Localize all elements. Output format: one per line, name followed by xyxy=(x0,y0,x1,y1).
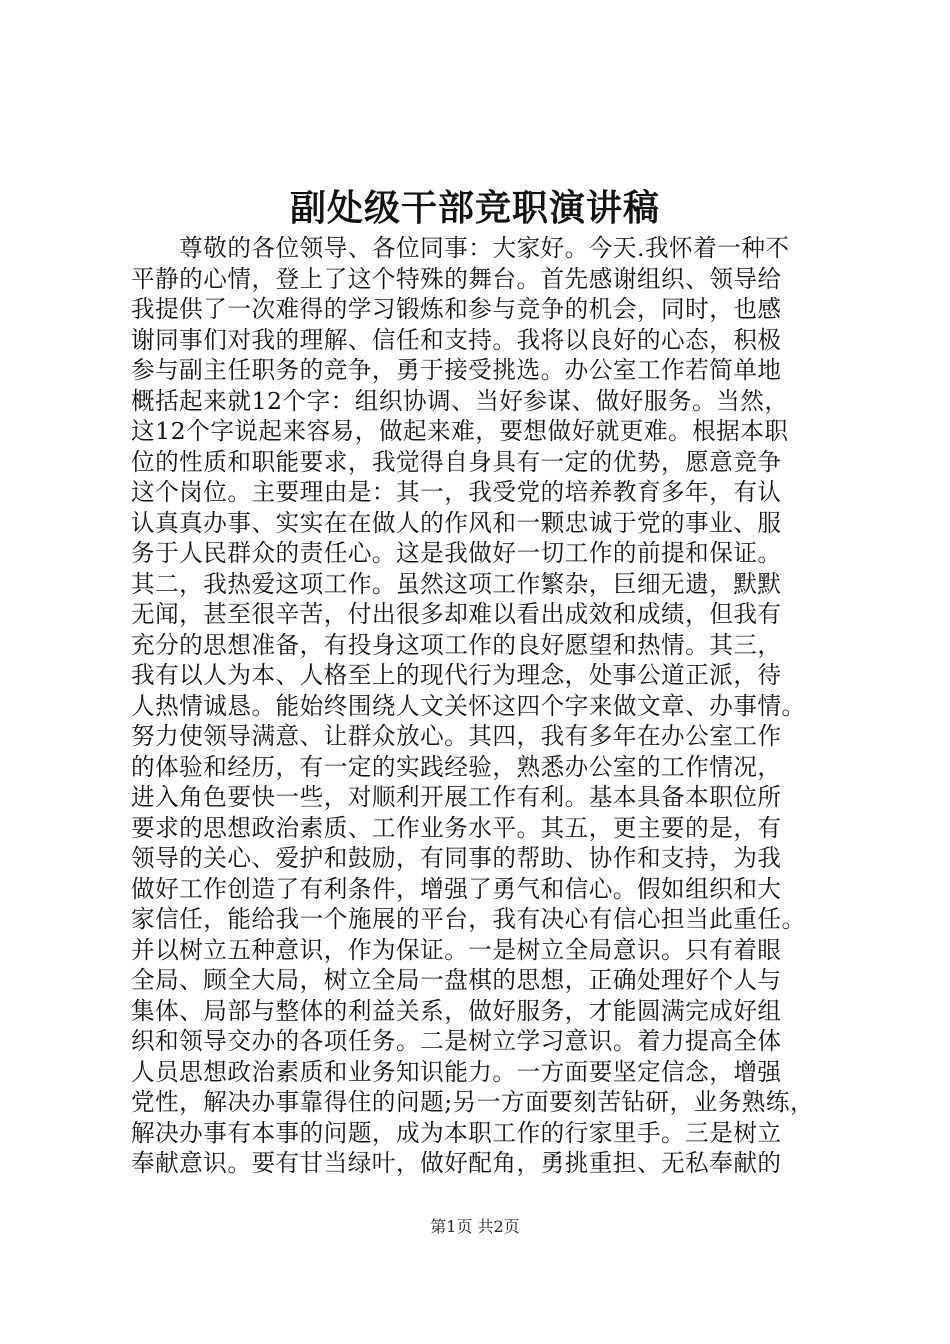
body-text-line: 其二，我热爱这项工作。虽然这项工作繁杂，巨细无遗，默默 xyxy=(131,569,782,598)
body-text-line: 领导的关心、爱护和鼓励，有同事的帮助、协作和支持，为我 xyxy=(131,844,782,872)
body-text-line: 努力使领导满意、让群众放心。其四，我有多年在办公室工作 xyxy=(131,722,782,750)
document-body xyxy=(131,233,831,1179)
body-text-line: 无闻，甚至很辛苦，付出很多却难以看出成效和成绩，但我有 xyxy=(131,600,782,628)
body-text-line: 参与副主任职务的竞争，勇于接受挑选。办公室工作若简单地 xyxy=(131,356,782,384)
document-title: 副处级干部竞职演讲稿 xyxy=(289,187,660,229)
body-text-line: 我有以人为本、人格至上的现代行为理念，处事公道正派，待 xyxy=(131,661,782,689)
body-text-line: 进入角色要快一些，对顺利开展工作有利。基本具备本职位所 xyxy=(131,783,782,811)
body-text-line: 做好工作创造了有利条件，增强了勇气和信心。假如组织和大 xyxy=(131,874,782,903)
body-text-line: 的体验和经历，有一定的实践经验，熟悉办公室的工作情况， xyxy=(131,752,782,781)
body-text-line: 平静的心情，登上了这个特殊的舞台。首先感谢组织、领导给 xyxy=(131,264,782,293)
body-text-line: 这12个字说起来容易，做起来难，要想做好就更难。根据本职 xyxy=(131,417,789,445)
body-text-line: 家信任，能给我一个施展的平台，我有决心有信心担当此重任。 xyxy=(131,905,806,933)
body-text-line: 位的性质和职能要求，我觉得自身具有一定的优势，愿意竞争 xyxy=(131,447,782,476)
body-text-line: 人热情诚恳。能始终围绕人文关怀这四个字来做文章、办事情。 xyxy=(131,691,806,720)
body-text-line: 务于人民群众的责任心。这是我做好一切工作的前提和保证。 xyxy=(131,539,782,567)
body-text-line: 解决办事有本事的问题，成为本职工作的行家里手。三是树立 xyxy=(131,1118,782,1147)
body-text-line: 要求的思想政治素质、工作业务水平。其五，更主要的是，有 xyxy=(131,813,782,842)
body-text-line: 并以树立五种意识，作为保证。一是树立全局意识。只有着眼 xyxy=(131,935,782,964)
body-text-line: 概括起来就12个字：组织协调、当好参谋、做好服务。当然， xyxy=(131,386,789,415)
body-text-line: 谢同事们对我的理解、信任和支持。我将以良好的心态，积极 xyxy=(131,325,782,354)
body-text-line: 充分的思想准备，有投身这项工作的良好愿望和热情。其三， xyxy=(131,630,782,659)
body-text-line: 人员思想政治素质和业务知识能力。一方面要坚定信念，增强 xyxy=(131,1057,782,1086)
body-text-line: 党性，解决办事靠得住的问题;另一方面要刻苦钻研，业务熟练， xyxy=(131,1088,815,1116)
body-text-line: 全局、顾全大局，树立全局一盘棋的思想，正确处理好个人与 xyxy=(131,966,782,994)
body-text-line: 集体、局部与整体的利益关系，做好服务，才能圆满完成好组 xyxy=(131,996,782,1025)
body-text-line: 织和领导交办的各项任务。二是树立学习意识。着力提高全体 xyxy=(131,1027,782,1055)
body-text-line: 奉献意识。要有甘当绿叶，做好配角，勇挑重担、无私奉献的 xyxy=(131,1149,782,1177)
body-text-line: 我提供了一次难得的学习锻炼和参与竞争的机会，同时，也感 xyxy=(131,295,782,323)
page-indicator: 第1页 共2页 xyxy=(430,1217,520,1236)
body-text-line: 这个岗位。主要理由是：其一，我受党的培养教育多年，有认 xyxy=(131,478,782,506)
body-text-line: 认真真办事、实实在在做人的作风和一颗忠诚于党的事业、服 xyxy=(131,508,782,537)
body-text-line: 尊敬的各位领导、各位同事：大家好。今天.我怀着一种不 xyxy=(131,234,790,262)
